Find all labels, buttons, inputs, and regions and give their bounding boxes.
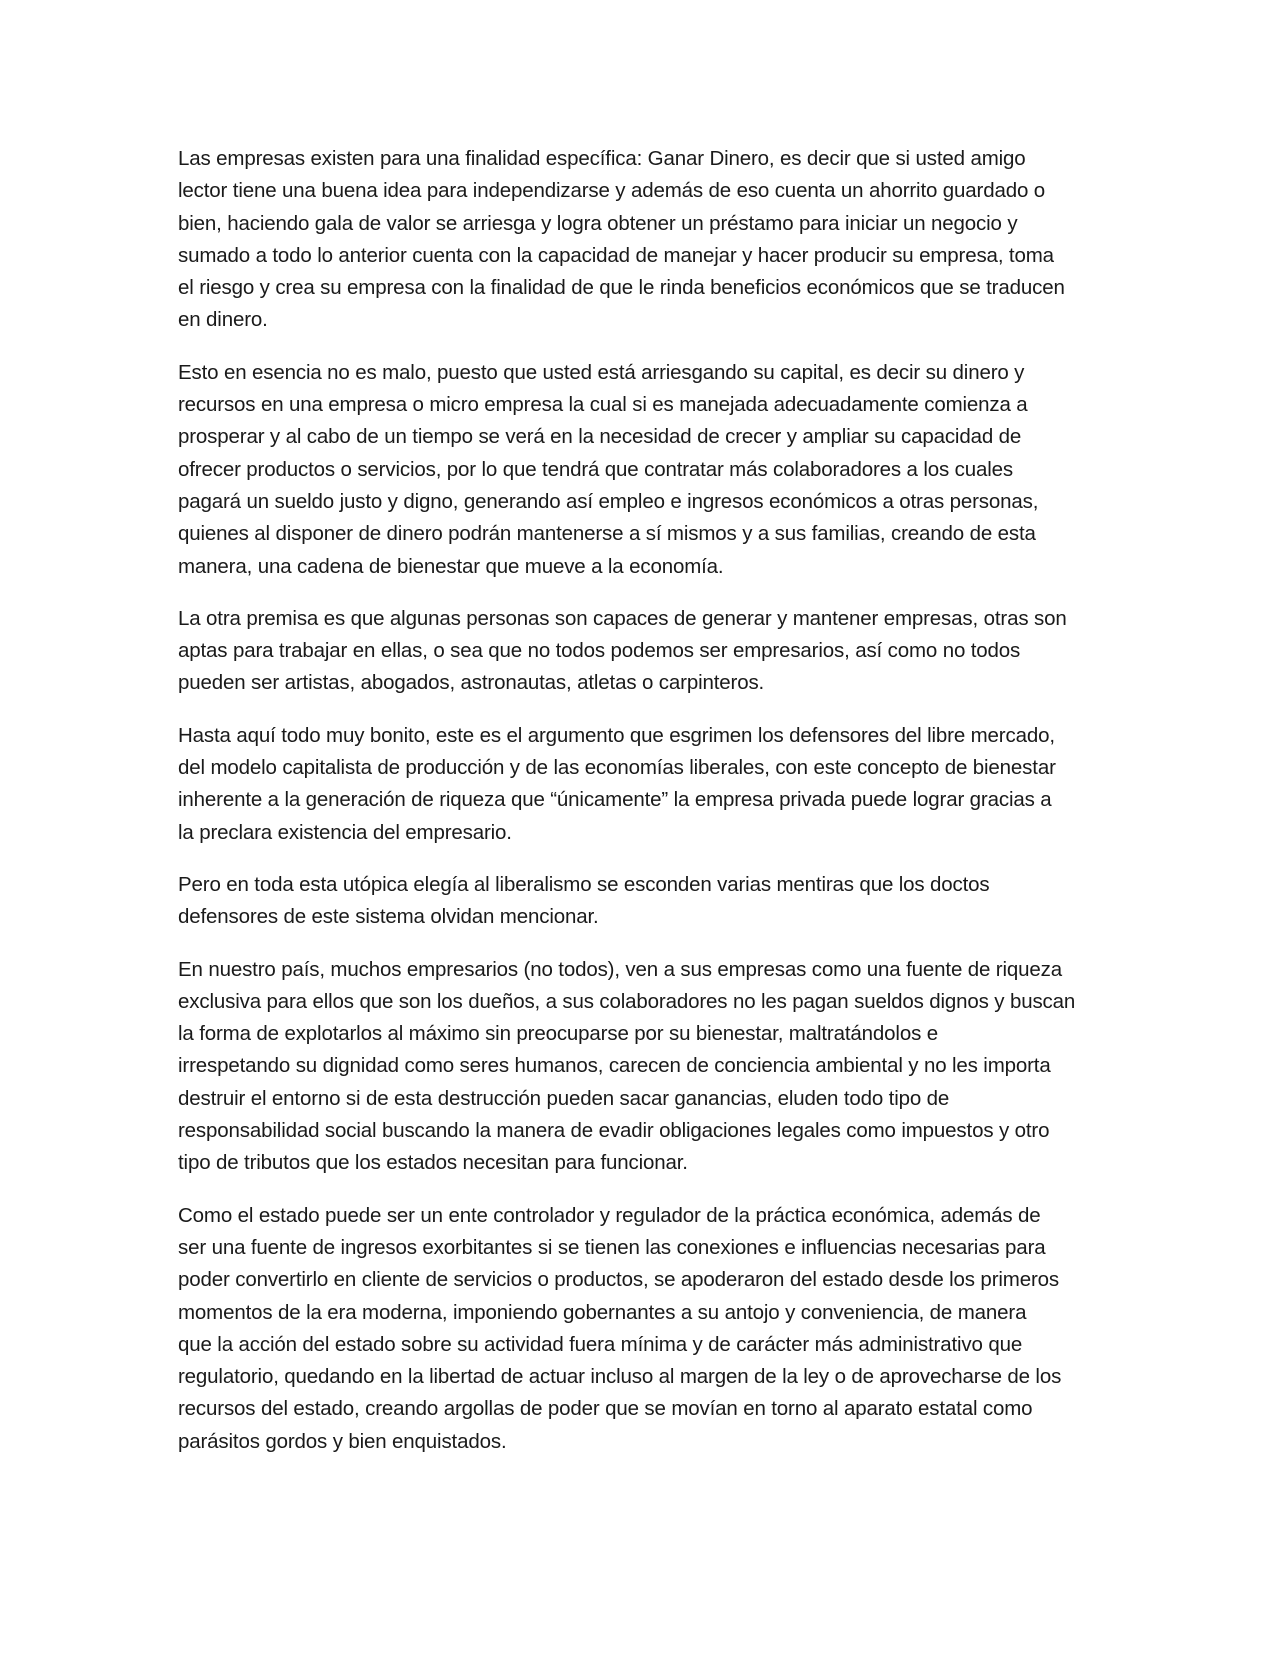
paragraph-3: La otra premisa es que algunas personas son capaces de generar y mantener empresas, otras son aptas para trabajar en ellas, o sea que no todos podemos ser empresarios, así como no todos pueden ser artistas, abogados, astronautas, atletas o carpinteros. [178,606,1067,695]
paragraph-1: Las empresas existen para una finalidad específica: Ganar Dinero, es decir que si usted amigo lector tiene una buena idea para independizarse y además de eso cuenta un ahorrito guardado o bien, haciendo gala de valor se arriesga y logra obtener un préstamo para iniciar un negocio y sumado a todo lo anterior cuenta con la capacidad de manejar y hacer producir su empresa, toma el riesgo y crea su empresa con la finalidad de que le rinda beneficios económicos que se traducen en dinero. [178,147,1065,332]
paragraph-5: Pero en toda esta utópica elegía al liberalismo se esconden varias mentiras que los doctos defensores de este sistema olvidan mencionar. [178,872,990,929]
paragraph-4: Hasta aquí todo muy bonito, este es el argumento que esgrimen los defensores del libre mercado, del modelo capitalista de producción y de las economías liberales, con este concepto de bienestar inherente a la generación de riqueza que “únicamente” la empresa privada puede lograr gracias a la preclara existencia del empresario. [178,723,1056,844]
paragraph-7: Como el estado puede ser un ente controlador y regulador de la práctica económica, además de ser una fuente de ingresos exorbitantes si se tienen las conexiones e influencias necesarias para poder convertirlo en cliente de servicios o productos, se apoderaron del estado desde los primeros momentos de la era moderna, imponiendo gobernantes a su antojo y conveniencia, de manera que la acción del estado sobre su actividad fuera mínima y de carácter más administrativo que regulatorio, quedando en la libertad de actuar incluso al margen de la ley o de aprovecharse de los recursos del estado, creando argollas de poder que se movían en torno al aparato estatal como parásitos gordos y bien enquistados. [178,1203,1062,1453]
paragraph-6: En nuestro país, muchos empresarios (no todos), ven a sus empresas como una fuente de riqueza exclusiva para ellos que son los dueños, a sus colaboradores no les pagan sueldos dignos y buscan la forma de explotarlos al máximo sin preocuparse por su bienestar, maltratándolos e irrespetando su dignidad como seres humanos, carecen de conciencia ambiental y no les importa destruir el entorno si de esta destrucción pueden sacar ganancias, eluden todo tipo de responsabilidad social buscando la manera de evadir obligaciones legales como impuestos y otro tipo de tributos que los estados necesitan para funcionar. [178,957,1076,1175]
document-body [178,143,1102,1478]
paragraph-2: Esto en esencia no es malo, puesto que usted está arriesgando su capital, es decir su dinero y recursos en una empresa o micro empresa la cual si es manejada adecuadamente comienza a prosperar y al cabo de un tiempo se verá en la necesidad de crecer y ampliar su capacidad de ofrecer productos o servicios, por lo que tendrá que contratar más colaboradores a los cuales pagará un sueldo justo y digno, generando así empleo e ingresos económicos a otras personas, quienes al disponer de dinero podrán mantenerse a sí mismos y a sus familias, creando de esta manera, una cadena de bienestar que mueve a la economía. [178,360,1039,578]
